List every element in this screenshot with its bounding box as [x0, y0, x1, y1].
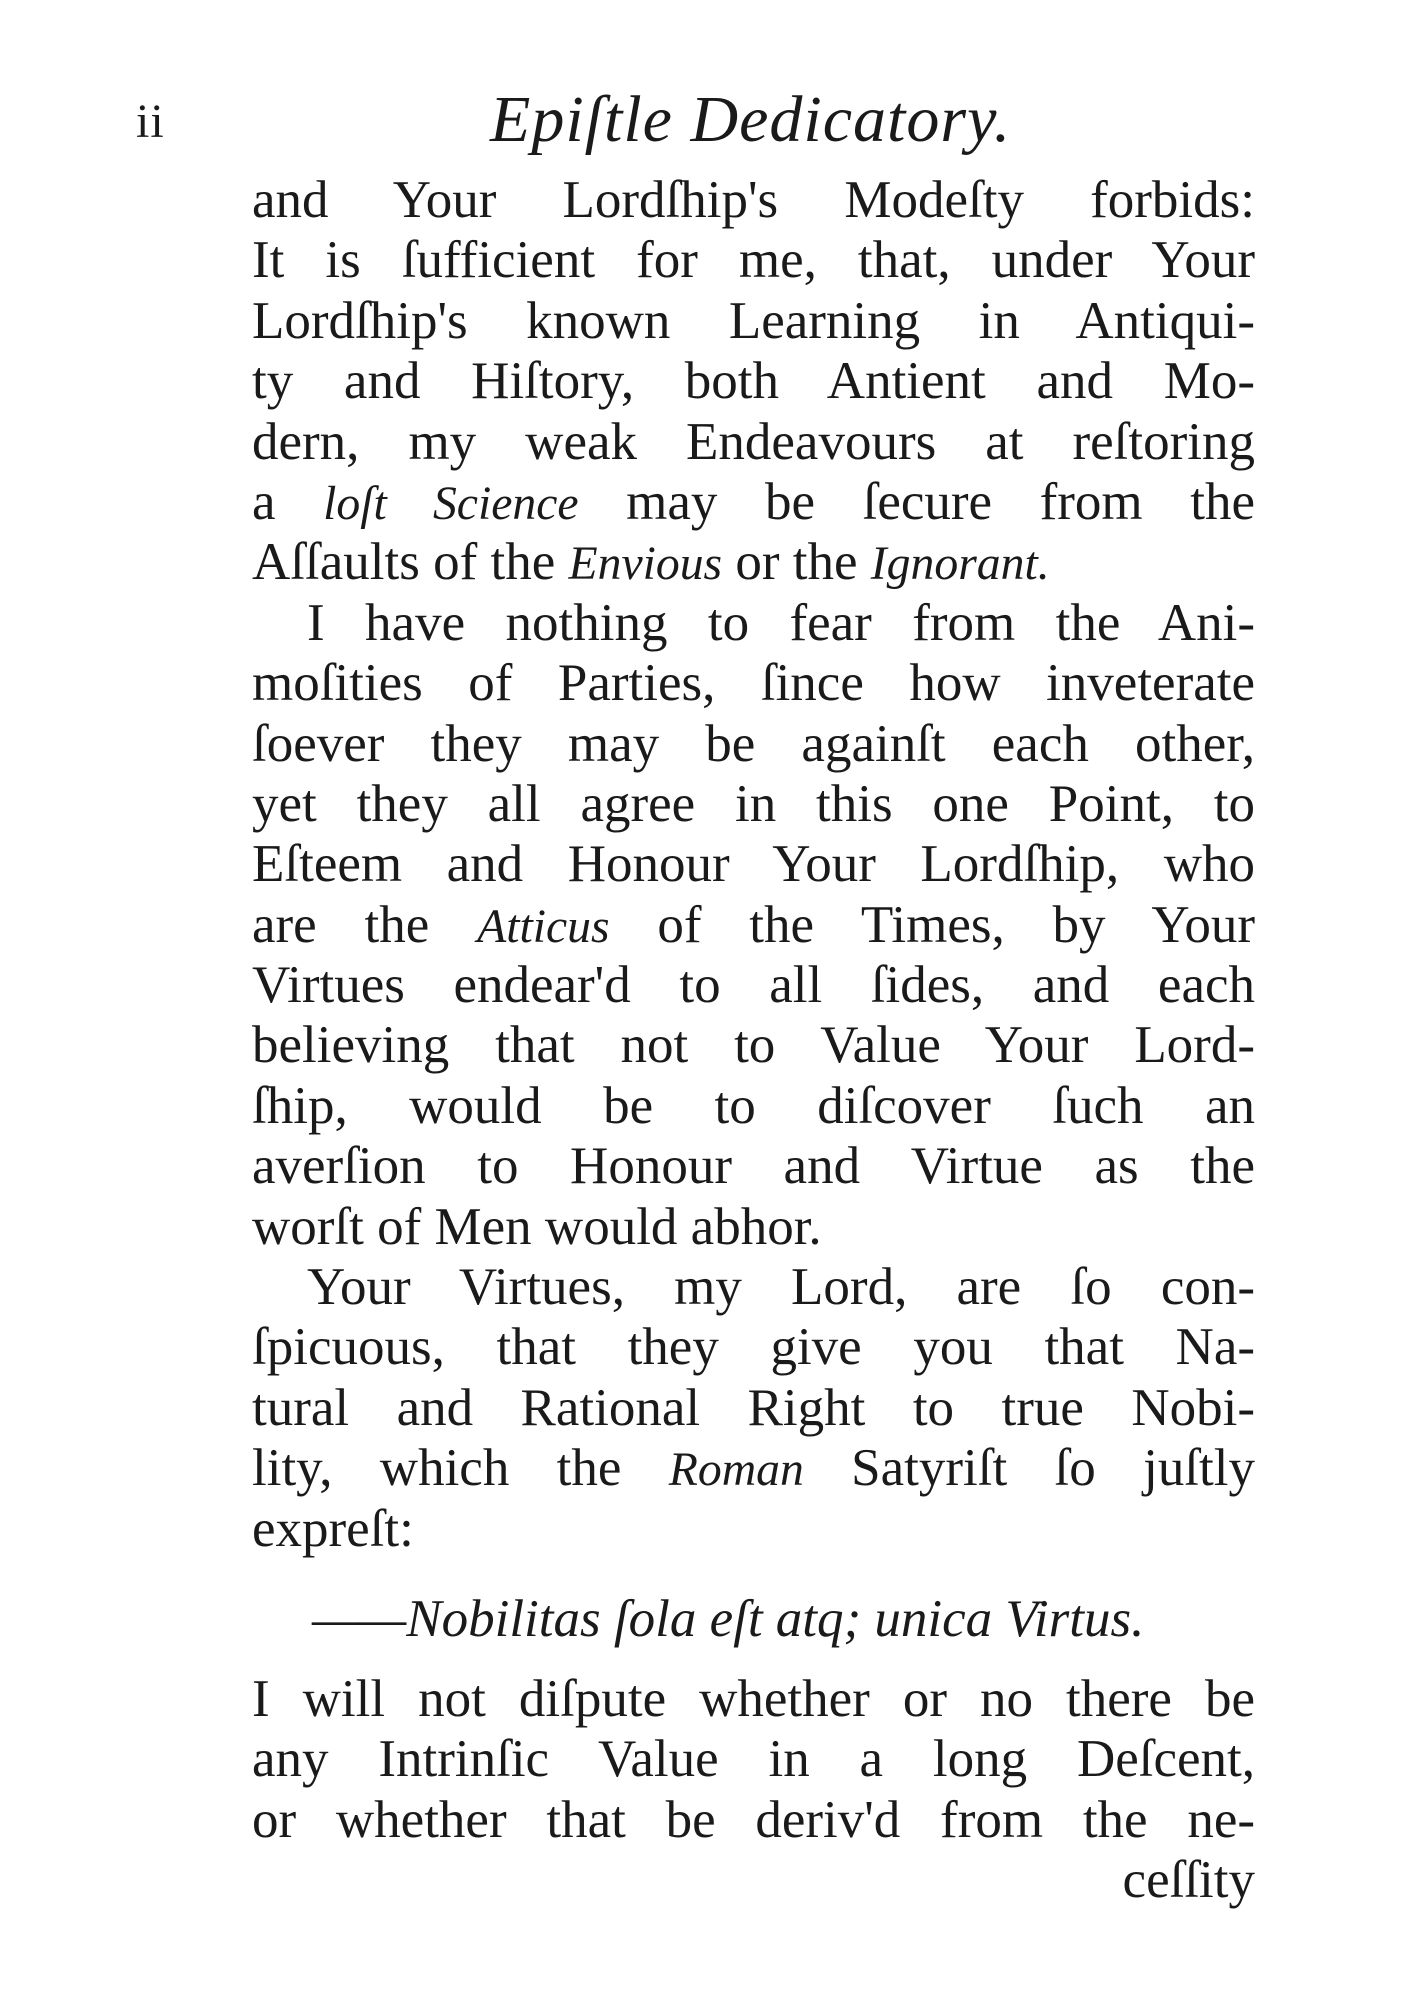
italic-text: Ignorant. [870, 537, 1050, 591]
text-line: Eſteem and Honour Your Lordſhip, who [252, 835, 1255, 894]
text-line: expreſt: [252, 1499, 414, 1558]
text-line: averſion to Honour and Virtue as the [252, 1137, 1255, 1196]
italic-text: Envious [568, 537, 723, 591]
text-line: tural and Rational Right to true Nobi- [252, 1378, 1255, 1437]
paragraph-first-line: I have nothing to fear from the Ani- [307, 593, 1255, 652]
page-number: ii [136, 95, 165, 148]
italic-text: loſt Science [323, 476, 579, 530]
italic-text: Atticus [477, 899, 610, 953]
latin-quotation: ——Nobilitas ſola eſt atq; unica Virtus. [312, 1589, 1145, 1648]
text-line: lity, which the Roman Satyriſt ſo juſtly [252, 1439, 1255, 1498]
text-line: Virtues endear'd to all ſides, and each [252, 956, 1255, 1015]
italic-text: Roman [668, 1443, 804, 1497]
text-line: moſities of Parties, ſince how inveterate [252, 654, 1255, 713]
catchword: ceſſity [1122, 1851, 1255, 1910]
text-line: ſpicuous, that they give you that Na- [252, 1318, 1255, 1377]
text-line: ſoever they may be againſt each other, [252, 714, 1255, 773]
text-line: Lordſhip's known Learning in Antiqui- [252, 291, 1255, 350]
text-line: worſt of Men would abhor. [252, 1197, 822, 1256]
text-line: and Your Lordſhip's Modeſty forbids: [252, 171, 1255, 229]
paragraph-first-line: Your Virtues, my Lord, are ſo con- [307, 1258, 1255, 1317]
text-line: any Intrinſic Value in a long Deſcent, [252, 1730, 1255, 1789]
body-text [252, 170, 1255, 1911]
text-line: Aſſaults of the Envious or the Ignorant. [252, 533, 1050, 592]
text-line: ty and Hiſtory, both Antient and Mo- [252, 352, 1255, 411]
text-line: It is ſufficient for me, that, under Your [252, 231, 1255, 290]
text-line: are the Atticus of the Times, by Your [252, 895, 1255, 954]
text-line: dern, my weak Endeavours at reſtoring [252, 412, 1255, 471]
text-line: yet they all agree in this one Point, to [252, 774, 1255, 833]
text-line: believing that not to Value Your Lord- [252, 1016, 1255, 1075]
text-line: a loſt Science may be ſecure from the [252, 472, 1255, 531]
text-line: ſhip, would be to diſcover ſuch an [252, 1076, 1255, 1135]
running-title: Epiſtle Dedicatory. [490, 83, 1012, 156]
text-line: or whether that be deriv'd from the ne- [252, 1790, 1255, 1849]
text-line: I will not diſpute whether or no there be [252, 1669, 1255, 1728]
